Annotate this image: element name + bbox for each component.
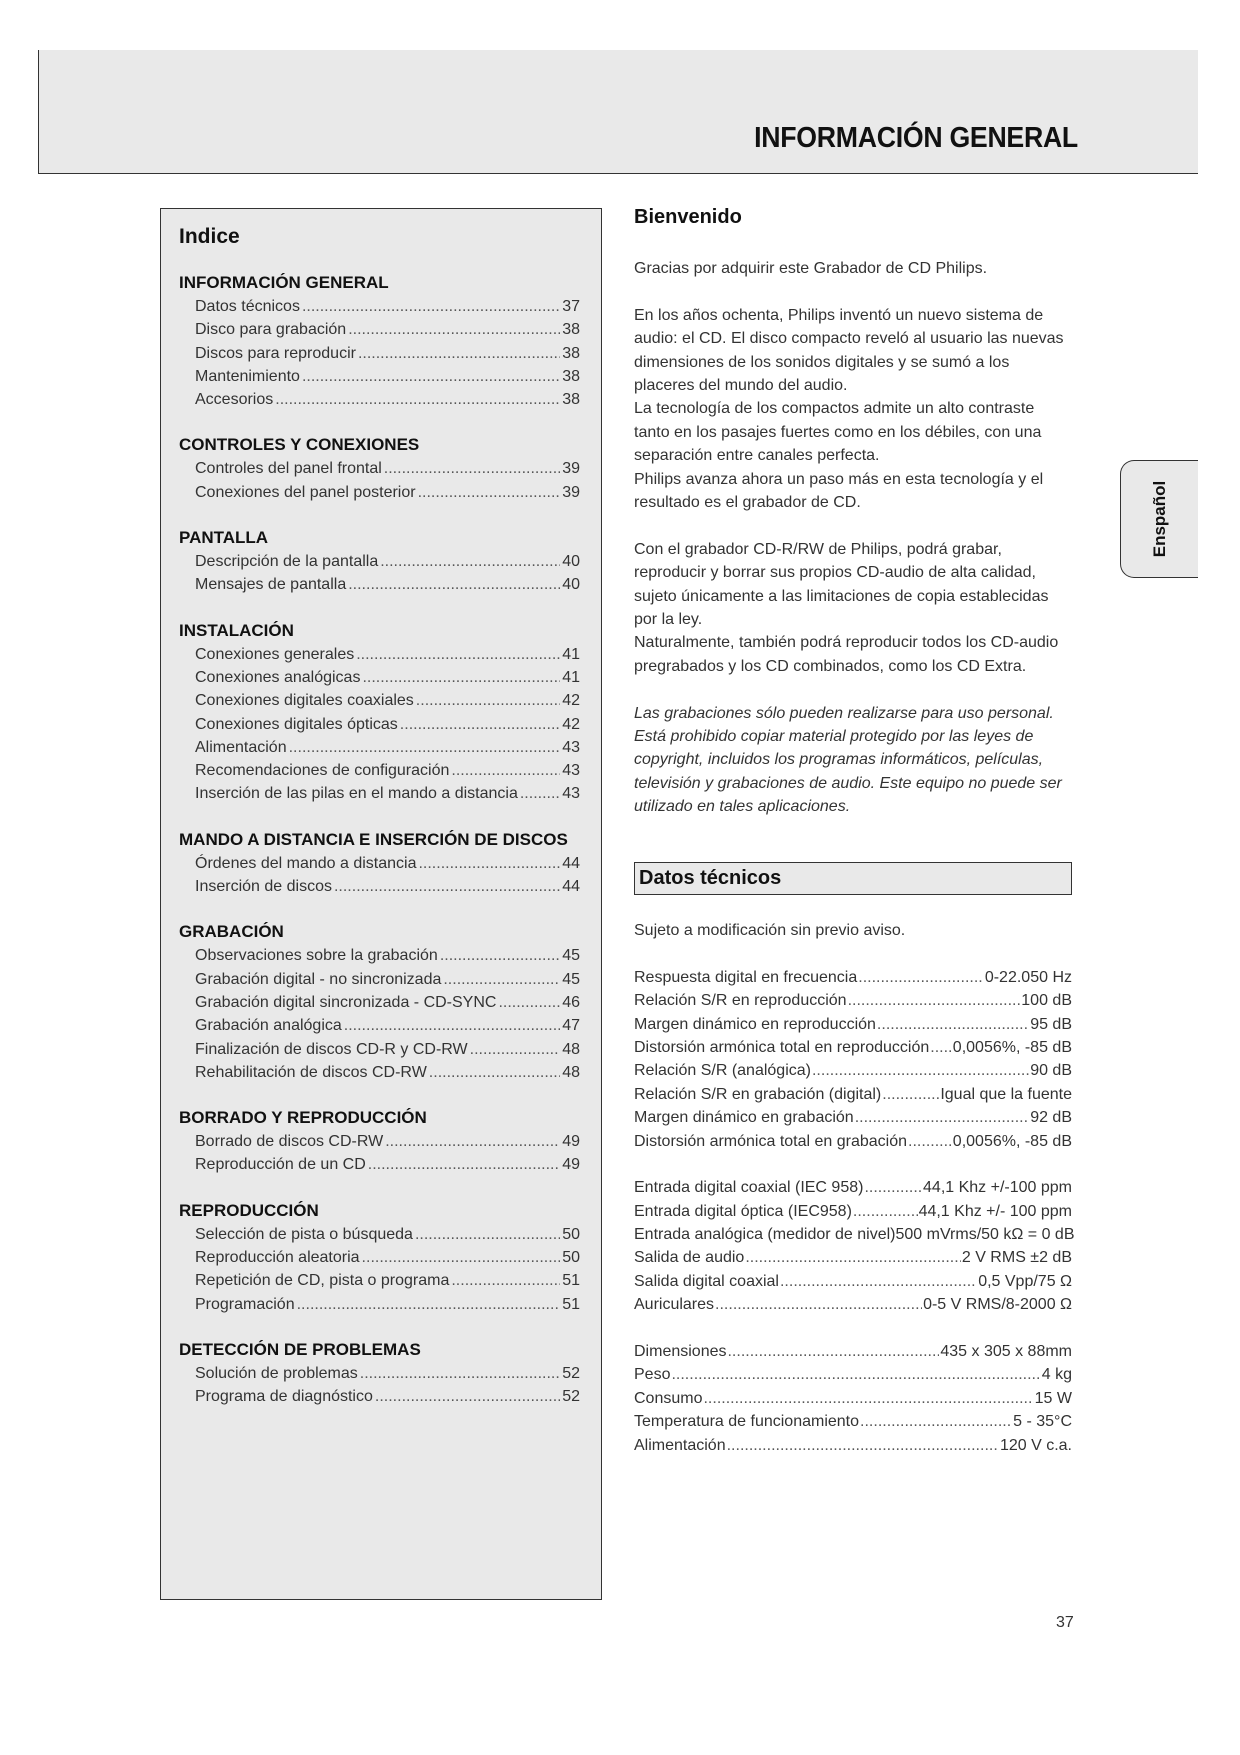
toc-entry-page: 51 xyxy=(562,1272,580,1290)
toc-entry-text: Alimentación xyxy=(195,738,287,756)
spec-row xyxy=(634,1223,1075,1246)
dot-leader xyxy=(848,989,1021,1012)
dot-leader xyxy=(368,1153,560,1176)
toc-entry[interactable] xyxy=(179,1246,580,1269)
dot-leader xyxy=(384,457,560,480)
toc-section-heading: BORRADO Y REPRODUCCIÓN xyxy=(179,1108,427,1128)
dot-leader xyxy=(418,852,560,875)
spec-value: 92 dB xyxy=(1030,1109,1072,1127)
toc-section xyxy=(179,433,580,504)
toc-entry-page: 40 xyxy=(562,576,580,594)
dot-leader xyxy=(908,1130,952,1153)
toc-entry[interactable] xyxy=(179,1014,580,1037)
toc-entry-page: 52 xyxy=(562,1364,580,1382)
spec-label: Relación S/R en grabación (digital) xyxy=(634,1085,882,1103)
dot-leader xyxy=(358,342,560,365)
toc-entry-text: Descripción de la pantalla xyxy=(195,553,379,571)
toc-section-heading: INSTALACIÓN xyxy=(179,620,294,640)
welcome-paragraph: Gracias por adquirir este Grabador de CD Philips. xyxy=(634,260,988,277)
toc-entry-page: 42 xyxy=(562,715,580,733)
spec-value: 44,1 Khz +/-100 ppm xyxy=(923,1179,1072,1197)
toc-entry-page: 43 xyxy=(562,762,580,780)
toc-section-heading: MANDO A DISTANCIA E INSERCIÓN DE DISCOS xyxy=(179,829,568,849)
dot-leader xyxy=(877,1013,1029,1036)
toc-entry-text: Controles del panel frontal xyxy=(195,460,382,478)
dot-leader xyxy=(297,1293,561,1316)
page-header xyxy=(38,50,1198,174)
dot-leader xyxy=(498,991,560,1014)
dot-leader xyxy=(520,782,560,805)
toc-entry-text: Rehabilitación de discos CD-RW xyxy=(195,1063,427,1081)
toc-entry-text: Reproducción de un CD xyxy=(195,1156,366,1174)
welcome-paragraph: En los años ochenta, Philips inventó un nuevo sistema de audio: el CD. El disco compacto reveló al usuario las nuevas dimensiones de los sonidos digitales y se sumó a los placeres del mundo del audio. xyxy=(634,306,1064,395)
toc-entry[interactable] xyxy=(179,713,580,736)
toc-entry-page: 48 xyxy=(562,1063,580,1081)
toc-entry-page: 38 xyxy=(562,391,580,409)
spec-label: Auriculares xyxy=(634,1296,715,1314)
toc-entry-text: Discos para reproducir xyxy=(195,344,356,362)
toc-entry[interactable] xyxy=(179,318,580,341)
dot-leader xyxy=(727,1340,939,1363)
toc-entry-page: 50 xyxy=(562,1249,580,1267)
toc-entry[interactable] xyxy=(179,875,580,898)
toc-entry-page: 49 xyxy=(562,1156,580,1174)
dot-leader xyxy=(443,968,560,991)
spec-row xyxy=(634,1270,1072,1293)
toc-entry-text: Órdenes del mando a distancia xyxy=(195,854,417,872)
toc-entry-text: Programación xyxy=(195,1295,295,1313)
spec-row xyxy=(634,1059,1072,1082)
dot-leader xyxy=(302,365,560,388)
spec-row xyxy=(634,989,1072,1012)
toc-entry-text: Recomendaciones de configuración xyxy=(195,762,450,780)
spec-row xyxy=(634,1410,1072,1433)
spec-row xyxy=(634,1106,1072,1129)
toc-entry[interactable] xyxy=(179,295,580,318)
specs-section xyxy=(634,919,1075,1457)
dot-leader xyxy=(415,1223,560,1246)
spec-value: 435 x 305 x 88mm xyxy=(940,1343,1072,1361)
spec-value: 0,5 Vpp/75 Ω xyxy=(978,1272,1072,1290)
specs-note: Sujeto a modificación sin previo aviso. xyxy=(634,922,906,939)
spec-value: 5 - 35°C xyxy=(1013,1413,1072,1431)
welcome-paragraph: Con el grabador CD-R/RW de Philips, podrá grabar, reproducir y borrar sus propios CD-audio de alta calidad, sujeto únicamente a las limitaciones de copia establecidas por la ley. xyxy=(634,540,1049,629)
copyright-notice: Las grabaciones sólo pueden realizarse para uso personal. Está prohibido copiar material protegido por las leyes de copyright, incluidos los programas informáticos, películas, televisión y grabaciones de audio. Este equipo no puede ser utilizado en tales aplicaciones. xyxy=(634,704,1062,816)
spec-label: Alimentación xyxy=(634,1436,726,1454)
toc-section xyxy=(179,526,580,597)
toc-entry[interactable] xyxy=(179,759,580,782)
spec-value: 0,0056%, -85 dB xyxy=(952,1132,1072,1150)
dot-leader xyxy=(451,1269,560,1292)
dot-leader xyxy=(289,736,561,759)
welcome-paragraph: La tecnología de los compactos admite un alto contraste tanto en los pasajes fuertes como en los débiles, con una separación entre canales perfecta. xyxy=(634,400,1042,465)
spec-label: Respuesta digital en frecuencia xyxy=(634,968,858,986)
spec-row xyxy=(634,1200,1072,1223)
spec-value: 4 kg xyxy=(1041,1366,1072,1384)
dot-leader xyxy=(429,1061,560,1084)
spec-label: Entrada digital óptica (IEC958) xyxy=(634,1202,852,1220)
toc-entry[interactable] xyxy=(179,481,580,504)
toc-entry[interactable] xyxy=(179,736,580,759)
toc-entry[interactable] xyxy=(179,1269,580,1292)
toc-entry-text: Accesorios xyxy=(195,391,274,409)
dot-leader xyxy=(362,666,560,689)
dot-leader xyxy=(440,944,560,967)
dot-leader xyxy=(356,643,560,666)
toc-entry[interactable] xyxy=(179,1223,580,1246)
dot-leader xyxy=(864,1176,922,1199)
toc-entry[interactable] xyxy=(179,1153,580,1176)
toc-entry-page: 48 xyxy=(562,1040,580,1058)
dot-leader xyxy=(745,1246,961,1269)
toc-entry[interactable] xyxy=(179,968,580,991)
toc-entry[interactable] xyxy=(179,944,580,967)
dot-leader xyxy=(727,1434,999,1457)
dot-leader xyxy=(334,875,560,898)
language-tab xyxy=(1120,460,1198,578)
toc-entry-text: Selección de pista o búsqueda xyxy=(195,1225,413,1243)
table-of-contents xyxy=(160,208,602,1600)
toc-entry[interactable] xyxy=(179,388,580,411)
toc-section xyxy=(179,619,580,806)
spec-value: 15 W xyxy=(1034,1389,1072,1407)
spec-label: Salida de audio xyxy=(634,1249,745,1267)
dot-leader xyxy=(703,1387,1033,1410)
spec-row xyxy=(634,1340,1072,1363)
toc-entry[interactable] xyxy=(179,782,580,805)
dot-leader xyxy=(348,573,560,596)
toc-section xyxy=(179,828,580,899)
toc-entry-page: 46 xyxy=(562,993,580,1011)
spec-label: Relación S/R (analógica) xyxy=(634,1062,811,1080)
spec-row xyxy=(634,1130,1072,1153)
spec-value: 120 V c.a. xyxy=(999,1436,1072,1454)
spec-label: Distorsión armónica total en grabación xyxy=(634,1132,908,1150)
toc-entry[interactable] xyxy=(179,365,580,388)
spec-label: Consumo xyxy=(634,1389,703,1407)
toc-entry-page: 51 xyxy=(562,1295,580,1313)
spec-label: Margen dinámico en reproducción xyxy=(634,1015,876,1033)
toc-entry-page: 49 xyxy=(562,1133,580,1151)
spec-label: Distorsión armónica total en reproducción xyxy=(634,1038,930,1056)
spec-row xyxy=(634,1176,1072,1199)
toc-entry[interactable] xyxy=(179,991,580,1014)
toc-entry-page: 52 xyxy=(562,1388,580,1406)
dot-leader xyxy=(780,1270,977,1293)
dot-leader xyxy=(380,550,560,573)
dot-leader xyxy=(400,713,560,736)
toc-entry-page: 38 xyxy=(562,321,580,339)
dot-leader xyxy=(860,1410,1012,1433)
dot-leader xyxy=(418,481,561,504)
spec-label: Peso xyxy=(634,1366,671,1384)
toc-entry-text: Mantenimiento xyxy=(195,367,300,385)
toc-section xyxy=(179,1106,580,1177)
spec-value: 90 dB xyxy=(1030,1062,1072,1080)
toc-entry-page: 41 xyxy=(562,668,580,686)
toc-entry-page: 39 xyxy=(562,460,580,478)
dot-leader xyxy=(853,1200,918,1223)
spec-value: 2 V RMS ±2 dB xyxy=(961,1249,1072,1267)
spec-label: Dimensiones xyxy=(634,1343,727,1361)
dot-leader xyxy=(812,1059,1029,1082)
spec-value: 0-5 V RMS/8-2000 Ω xyxy=(923,1296,1072,1314)
toc-entry-text: Reproducción aleatoria xyxy=(195,1249,360,1267)
toc-entry-text: Datos técnicos xyxy=(195,298,300,315)
spec-value: Igual que la fuente xyxy=(940,1085,1072,1103)
toc-entry-text: Inserción de las pilas en el mando a distancia xyxy=(195,785,518,803)
page-title: INFORMACIÓN GENERAL xyxy=(754,122,1078,154)
toc-section-heading: CONTROLES Y CONEXIONES xyxy=(179,435,420,455)
toc-entry-page: 40 xyxy=(562,553,580,571)
spec-value: 0-22.050 Hz xyxy=(984,968,1072,986)
welcome-title: Bienvenido xyxy=(634,206,742,228)
toc-entry-text: Grabación digital sincronizada - CD-SYNC xyxy=(195,993,497,1011)
toc-entry-text: Finalización de discos CD-R y CD-RW xyxy=(195,1040,468,1058)
dot-leader xyxy=(375,1385,560,1408)
spec-row xyxy=(634,1036,1072,1059)
toc-entry[interactable] xyxy=(179,1293,580,1316)
spec-row xyxy=(634,1363,1072,1386)
dot-leader xyxy=(302,295,560,318)
toc-section xyxy=(179,1338,580,1409)
spec-label: Margen dinámico en grabación xyxy=(634,1109,854,1127)
welcome-paragraph: Naturalmente, también podrá reproducir todos los CD-audio pregrabados y los CD combinados, como los CD Extra. xyxy=(634,634,1059,675)
spec-row xyxy=(634,1246,1072,1269)
toc-title: Indice xyxy=(179,225,240,248)
toc-entry-page: 45 xyxy=(562,947,580,965)
dot-leader xyxy=(416,689,560,712)
toc-entry-page: 44 xyxy=(562,878,580,896)
toc-entry-text: Solución de problemas xyxy=(195,1364,358,1382)
spec-value: 100 dB xyxy=(1021,992,1072,1010)
spec-label: Temperatura de funcionamiento xyxy=(634,1413,860,1431)
toc-entry-text: Grabación analógica xyxy=(195,1017,342,1035)
dot-leader xyxy=(930,1036,952,1059)
dot-leader xyxy=(882,1083,939,1106)
toc-section xyxy=(179,1199,580,1316)
toc-entry-page: 50 xyxy=(562,1225,580,1243)
toc-section-heading: PANTALLA xyxy=(179,528,269,548)
toc-entry[interactable] xyxy=(179,1362,580,1385)
toc-entry-text: Disco para grabación xyxy=(195,321,347,339)
toc-entry[interactable] xyxy=(179,852,580,875)
toc-section-heading: DETECCIÓN DE PROBLEMAS xyxy=(179,1339,421,1359)
toc-entry-text: Repetición de CD, pista o programa xyxy=(195,1272,450,1290)
toc-entry-page: 39 xyxy=(562,483,580,501)
toc-entry[interactable] xyxy=(179,689,580,712)
spec-value: 44,1 Khz +/- 100 ppm xyxy=(918,1202,1072,1220)
toc-entry-text: Conexiones digitales coaxiales xyxy=(195,692,414,710)
dot-leader xyxy=(715,1293,922,1316)
toc-section-heading: INFORMACIÓN GENERAL xyxy=(179,273,389,292)
dot-leader xyxy=(344,1014,560,1037)
spec-row xyxy=(634,1434,1072,1457)
dot-leader xyxy=(470,1038,561,1061)
language-tab-label: Enspañol xyxy=(1149,480,1169,558)
specs-title: Datos técnicos xyxy=(634,862,1072,895)
dot-leader xyxy=(671,1363,1040,1386)
spec-label: Relación S/R en reproducción xyxy=(634,992,847,1010)
toc-body xyxy=(179,271,580,1431)
spec-label: Entrada digital coaxial (IEC 958) xyxy=(634,1179,864,1197)
spec-row xyxy=(634,1387,1072,1410)
toc-entry-text: Conexiones digitales ópticas xyxy=(195,715,398,733)
toc-entry-page: 38 xyxy=(562,367,580,385)
toc-section-heading: REPRODUCCIÓN xyxy=(179,1200,319,1220)
dot-leader xyxy=(360,1362,560,1385)
spec-value: 95 dB xyxy=(1030,1015,1072,1033)
page-number: 37 xyxy=(1056,1614,1074,1631)
toc-entry[interactable] xyxy=(179,666,580,689)
toc-entry[interactable] xyxy=(179,1130,580,1153)
toc-entry-text: Grabación digital - no sincronizada xyxy=(195,970,442,988)
toc-entry[interactable] xyxy=(179,573,580,596)
spec-row xyxy=(634,1013,1072,1036)
toc-entry-page: 42 xyxy=(562,692,580,710)
toc-entry[interactable] xyxy=(179,1038,580,1061)
toc-entry-page: 44 xyxy=(562,854,580,872)
toc-entry-page: 43 xyxy=(562,785,580,803)
dot-leader xyxy=(348,318,560,341)
toc-entry-text: Conexiones del panel posterior xyxy=(195,483,416,501)
toc-entry[interactable] xyxy=(179,457,580,480)
toc-section xyxy=(179,271,580,411)
toc-entry-text: Conexiones analógicas xyxy=(195,668,361,686)
spec-value: 0,0056%, -85 dB xyxy=(952,1038,1072,1056)
spec-row xyxy=(634,1293,1072,1316)
toc-entry-page: 38 xyxy=(562,344,580,362)
welcome-paragraph: Philips avanza ahora un paso más en esta tecnología y el resultado es el grabador de CD. xyxy=(634,470,1044,512)
toc-entry-text: Conexiones generales xyxy=(195,645,355,663)
toc-entry-text: Programa de diagnóstico xyxy=(195,1388,373,1406)
spec-row xyxy=(634,1083,1072,1106)
toc-entry[interactable] xyxy=(179,1385,580,1408)
toc-entry-page: 37 xyxy=(562,298,580,315)
welcome-section xyxy=(634,206,1072,819)
dot-leader xyxy=(385,1130,560,1153)
dot-leader xyxy=(451,759,560,782)
toc-entry-text: Mensajes de pantalla xyxy=(195,576,347,594)
toc-entry-text: Observaciones sobre la grabación xyxy=(195,947,438,965)
spec-row xyxy=(634,966,1072,989)
dot-leader xyxy=(275,388,560,411)
toc-entry-page: 41 xyxy=(562,645,580,663)
toc-entry[interactable] xyxy=(179,342,580,365)
spec-label: Entrada analógica (medidor de nivel) xyxy=(634,1226,896,1244)
toc-entry[interactable] xyxy=(179,550,580,573)
dot-leader xyxy=(858,966,984,989)
toc-entry-page: 43 xyxy=(562,738,580,756)
toc-section xyxy=(179,920,580,1084)
toc-entry-page: 47 xyxy=(562,1017,580,1035)
toc-entry[interactable] xyxy=(179,1061,580,1084)
dot-leader xyxy=(855,1106,1030,1129)
spec-value: 500 mVrms/50 kΩ = 0 dB xyxy=(895,1226,1075,1244)
toc-section-heading: GRABACIÓN xyxy=(179,922,284,942)
dot-leader xyxy=(362,1246,561,1269)
toc-entry-page: 45 xyxy=(562,970,580,988)
spec-groups xyxy=(634,942,1075,1457)
spec-label: Salida digital coaxial xyxy=(634,1272,779,1290)
toc-entry[interactable] xyxy=(179,643,580,666)
toc-entry-text: Borrado de discos CD-RW xyxy=(195,1133,384,1151)
toc-entry-text: Inserción de discos xyxy=(195,878,332,896)
